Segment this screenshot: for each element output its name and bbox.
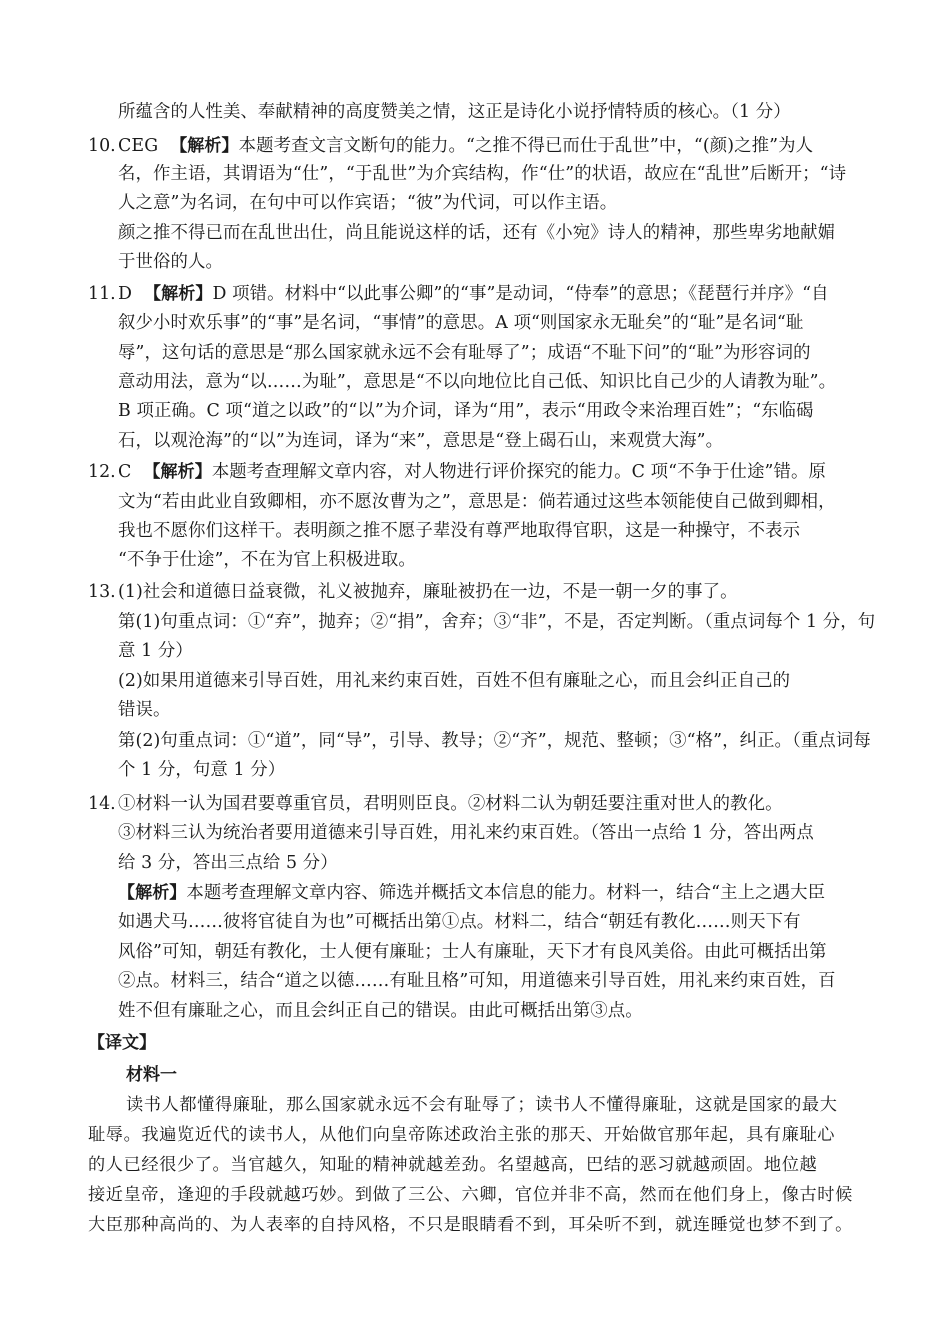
text-line: 错误。	[118, 700, 171, 720]
material-one-heading: 材料一	[126, 1065, 177, 1085]
translation-line: 大臣那种高尚的、为人表率的自持风格，不只是眼睛看不到，耳朵听不到，就连睡觉也梦不到了。	[88, 1215, 853, 1235]
question-12-line	[118, 460, 826, 484]
translation-line: 的人已经很少了。当官越久，知耻的精神就越差劲。名望越高，巴结的恶习就越顽固。地位越	[88, 1155, 818, 1175]
text-line: 所蕴含的人性美、奉献精神的高度赞美之情，这正是诗化小说抒情特质的核心。（1 分）	[118, 102, 791, 122]
text-line: ①材料一认为国君要尊重官员，君明则臣良。②材料二认为朝廷要注重对世人的教化。	[118, 794, 783, 814]
text-line: “不争于仕途”，不在为官上积极进取。	[118, 550, 416, 570]
text-line: 石，以观沧海”的“以”为连词，译为“来”，意思是“登上碣石山，来观赏大海”。	[118, 431, 724, 451]
text-line: 意动用法，意为“以……为耻”，意思是“不以向地位比自己低、知识比自己少的人请教为耻”。	[118, 372, 837, 392]
text-line: 意 1 分）	[118, 641, 193, 661]
analysis-tag: 【解析】	[170, 136, 239, 156]
text-line: (1)社会和道德日益衰微，礼义被抛弃，廉耻被扔在一边，不是一朝一夕的事了。	[118, 582, 738, 602]
text-line: 辱”，这句话的意思是“那么国家就永远不会有耻辱了”；成语“不耻下问”的“耻”为形容词的	[118, 343, 811, 363]
text-span: D 项错。材料中“以此事公卿”的“事”是动词，“侍奉”的意思；《琵琶行并序》“自	[212, 284, 829, 304]
text-line: 姓不但有廉耻之心，而且会纠正自己的错误。由此可概括出第③点。	[118, 1001, 643, 1021]
text-line: (2)如果用道德来引导百姓，用礼来约束百姓，百姓不但有廉耻之心，而且会纠正自己的	[118, 671, 791, 691]
question-number: 13.	[88, 582, 116, 602]
text-span: 本题考查理解文章内容，对人物进行评价探究的能力。C 项“不争于仕途”错。原	[211, 462, 827, 482]
text-line: 风俗”可知，朝廷有教化，士人便有廉耻；士人有廉耻，天下才有良风美俗。由此可概括出第	[118, 942, 827, 962]
answer-choice: CEG	[118, 136, 159, 156]
analysis-tag: 【解析】	[143, 462, 212, 482]
text-line: ②点。材料三，结合“道之以德……有耻且格”可知，用道德来引导百姓，用礼来约束百姓，百	[118, 971, 836, 991]
text-span: 本题考查理解文章内容、筛选并概括文本信息的能力。材料一，结合“主上之遇大臣	[186, 883, 826, 903]
text-line: 名，作主语，其谓语为“仕”，“于乱世”为介宾结构，作“仕”的状语，故应在“乱世”后断开；“诗	[118, 164, 847, 184]
text-line: 第(1)句重点词：①“弃”，抛弃；②“捐”，舍弃；③“非”，不是，否定判断。（重点词每个 1 分，句	[118, 612, 876, 632]
translation-line: 耻辱。我遍览近代的读书人，从他们向皇帝陈述政治主张的那天、开始做官那年起，具有廉耻心	[88, 1125, 836, 1145]
question-number: 12.	[88, 462, 116, 482]
translation-heading: 【译文】	[88, 1033, 156, 1053]
text-span: 本题考查文言文断句的能力。“之推不得已而仕于乱世”中，“(颜)之推”为人	[238, 136, 814, 156]
question-number: 10.	[88, 136, 116, 156]
text-line: ③材料三认为统治者要用道德来引导百姓，用礼来约束百姓。（答出一点给 1 分，答出两点	[118, 823, 814, 843]
analysis-tag: 【解析】	[144, 284, 213, 304]
question-14-analysis-line	[118, 881, 825, 905]
text-line: 我也不愿你们这样干。表明颜之推不愿子辈没有尊严地取得官职，这是一种操守，不表示	[118, 521, 801, 541]
text-line: 如遇犬马……彼将官徒自为也”可概括出第①点。材料二，结合“朝廷有教化……则天下有	[118, 912, 801, 932]
answer-choice: D	[118, 284, 133, 304]
text-line: 叙少小时欢乐事”的“事”是名词，“事情”的意思。A 项“则国家永无耻矣”的“耻”是名词“耻	[118, 313, 804, 333]
text-line: 于世俗的人。	[118, 252, 223, 272]
text-line: 颜之推不得已而在乱世出仕，尚且能说这样的话，还有《小宛》诗人的精神，那些卑劣地献媚	[118, 223, 836, 243]
text-line: 个 1 分，句意 1 分）	[118, 760, 286, 780]
question-11-line	[118, 282, 829, 306]
question-number: 14.	[88, 794, 116, 814]
question-10-line	[118, 134, 813, 158]
text-line: 第(2)句重点词：①“道”，同“导”，引导、教导；②“齐”，规范、整顿；③“格”，纠正。（重点词每	[118, 731, 871, 751]
analysis-tag: 【解析】	[118, 883, 187, 903]
text-line: 文为“若由此业自致卿相，亦不愿汝曹为之”，意思是：倘若通过这些本领能使自己做到卿相，	[118, 492, 836, 512]
text-line: 给 3 分，答出三点给 5 分）	[118, 853, 338, 873]
translation-line: 读书人都懂得廉耻，那么国家就永远不会有耻辱了；读书人不懂得廉耻，这就是国家的最大	[126, 1095, 838, 1115]
text-line: B 项正确。C 项“道之以政”的“以”为介词，译为“用”，表示“用政令来治理百姓”；“东临碣	[118, 401, 814, 421]
text-line: 人之意”为名词，在句中可以作宾语；“彼”为代词，可以作主语。	[118, 193, 618, 213]
answer-choice: C	[118, 462, 132, 482]
translation-line: 接近皇帝，逢迎的手段就越巧妙。到做了三公、六卿，官位并非不高，然而在他们身上，像古时候	[88, 1185, 853, 1205]
question-number: 11.	[88, 284, 116, 304]
